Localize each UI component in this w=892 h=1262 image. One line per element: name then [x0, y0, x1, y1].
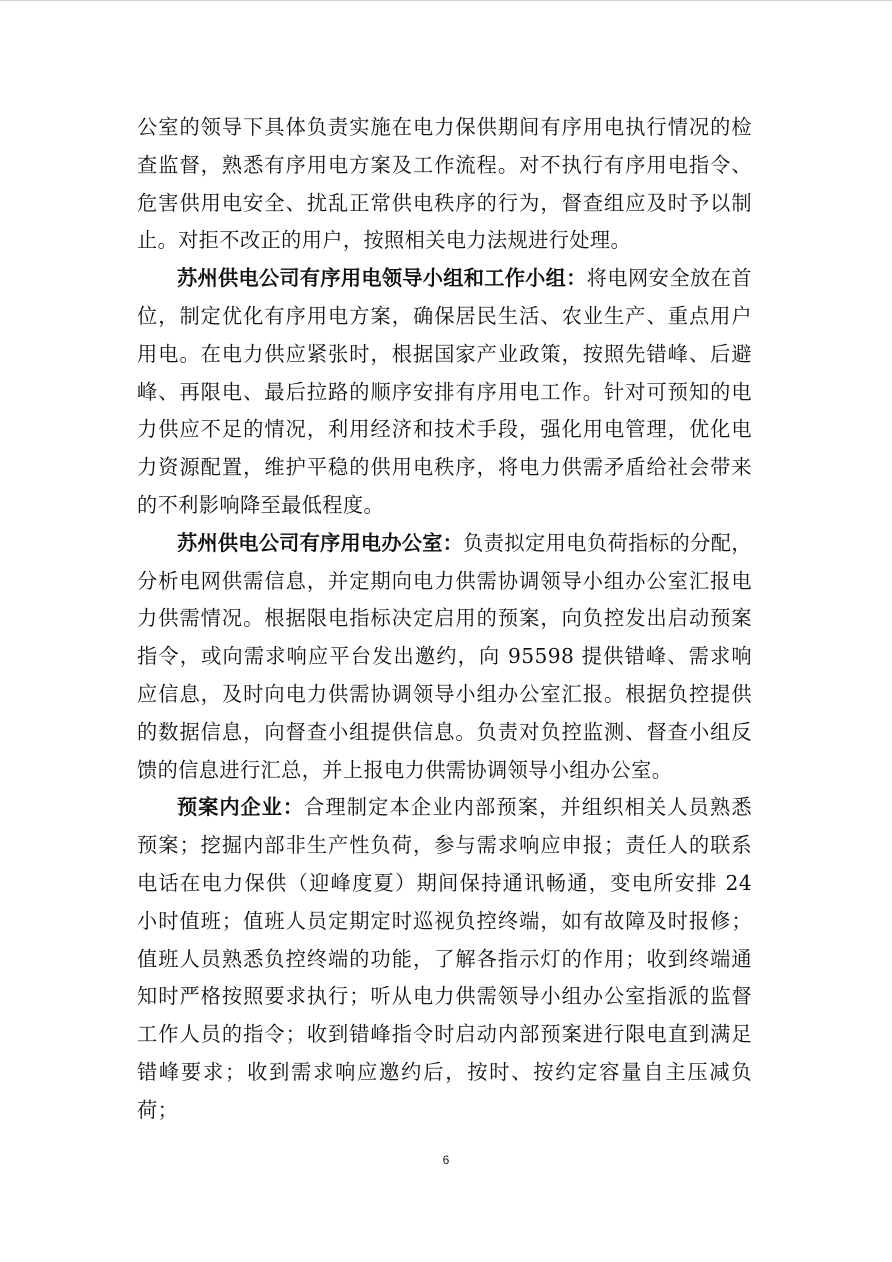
paragraph-leadership-group — [137, 260, 752, 525]
paragraph-text: 负责拟定用电负荷指标的分配，分析电网供需信息，并定期向电力供需协调领导小组办公室汇报电力供需情况。根据限电指标决定启用的预案，向负控发出启动预案指令，或向需求响应平台发出邀约，向 95598 提供错峰、需求响应信息，及时向电力供需协调领导小组办公室汇报。根据负控提供的数据信息，向督查小组提供信息。负责对负控监测、督查小组反馈的信息进行汇总，并上报电力供需协调领导小组办公室。 — [137, 530, 752, 782]
document-body — [137, 109, 752, 1130]
page-number: 6 — [442, 1153, 450, 1167]
paragraph-text: 合理制定本企业内部预案，并组织相关人员熟悉预案；挖掘内部非生产性负荷，参与需求响应申报；责任人的联系电话在电力保供（迎峰度夏）期间保持通讯畅通，变电所安排 24 小时值班；值班人员定期定时巡视负控终端，如有故障及时报修；值班人员熟悉负控终端的功能，了解各指示灯的作用；收到终端通知时严格按照要求执行；听从电力供需领导小组办公室指派的监督工作人员的指令；收到错峰指令时启动内部预案进行限电直到满足错峰要求；收到需求响应邀约后，按时、按约定容量自主压减负荷； — [137, 795, 753, 1122]
paragraph-enterprises — [137, 789, 752, 1129]
paragraph-heading: 预案内企业： — [177, 795, 305, 820]
paragraph-text: 将电网安全放在首位，制定优化有序用电方案，确保居民生活、农业生产、重点用户用电。在电力供应紧张时，根据国家产业政策，按照先错峰、后避峰、再限电、最后拉路的顺序安排有序用电工作。针对可预知的电力供应不足的情况，利用经济和技术手段，强化用电管理，优化电力资源配置，维护平稳的供用电秩序，将电力供需矛盾给社会带来的不利影响降至最低程度。 — [137, 266, 752, 517]
paragraph-office — [137, 525, 752, 790]
paragraph-inspection-group — [137, 109, 752, 260]
paragraph-text: 公室的领导下具体负责实施在电力保供期间有序用电执行情况的检查监督，熟悉有序用电方案及工作流程。对不执行有序用电指令、危害供用电安全、扰乱正常供电秩序的行为，督查组应及时予以制止。对拒不改正的用户，按照相关电力法规进行处理。 — [137, 115, 752, 253]
paragraph-heading: 苏州供电公司有序用电办公室： — [177, 530, 464, 555]
paragraph-heading: 苏州供电公司有序用电领导小组和工作小组： — [177, 266, 587, 291]
